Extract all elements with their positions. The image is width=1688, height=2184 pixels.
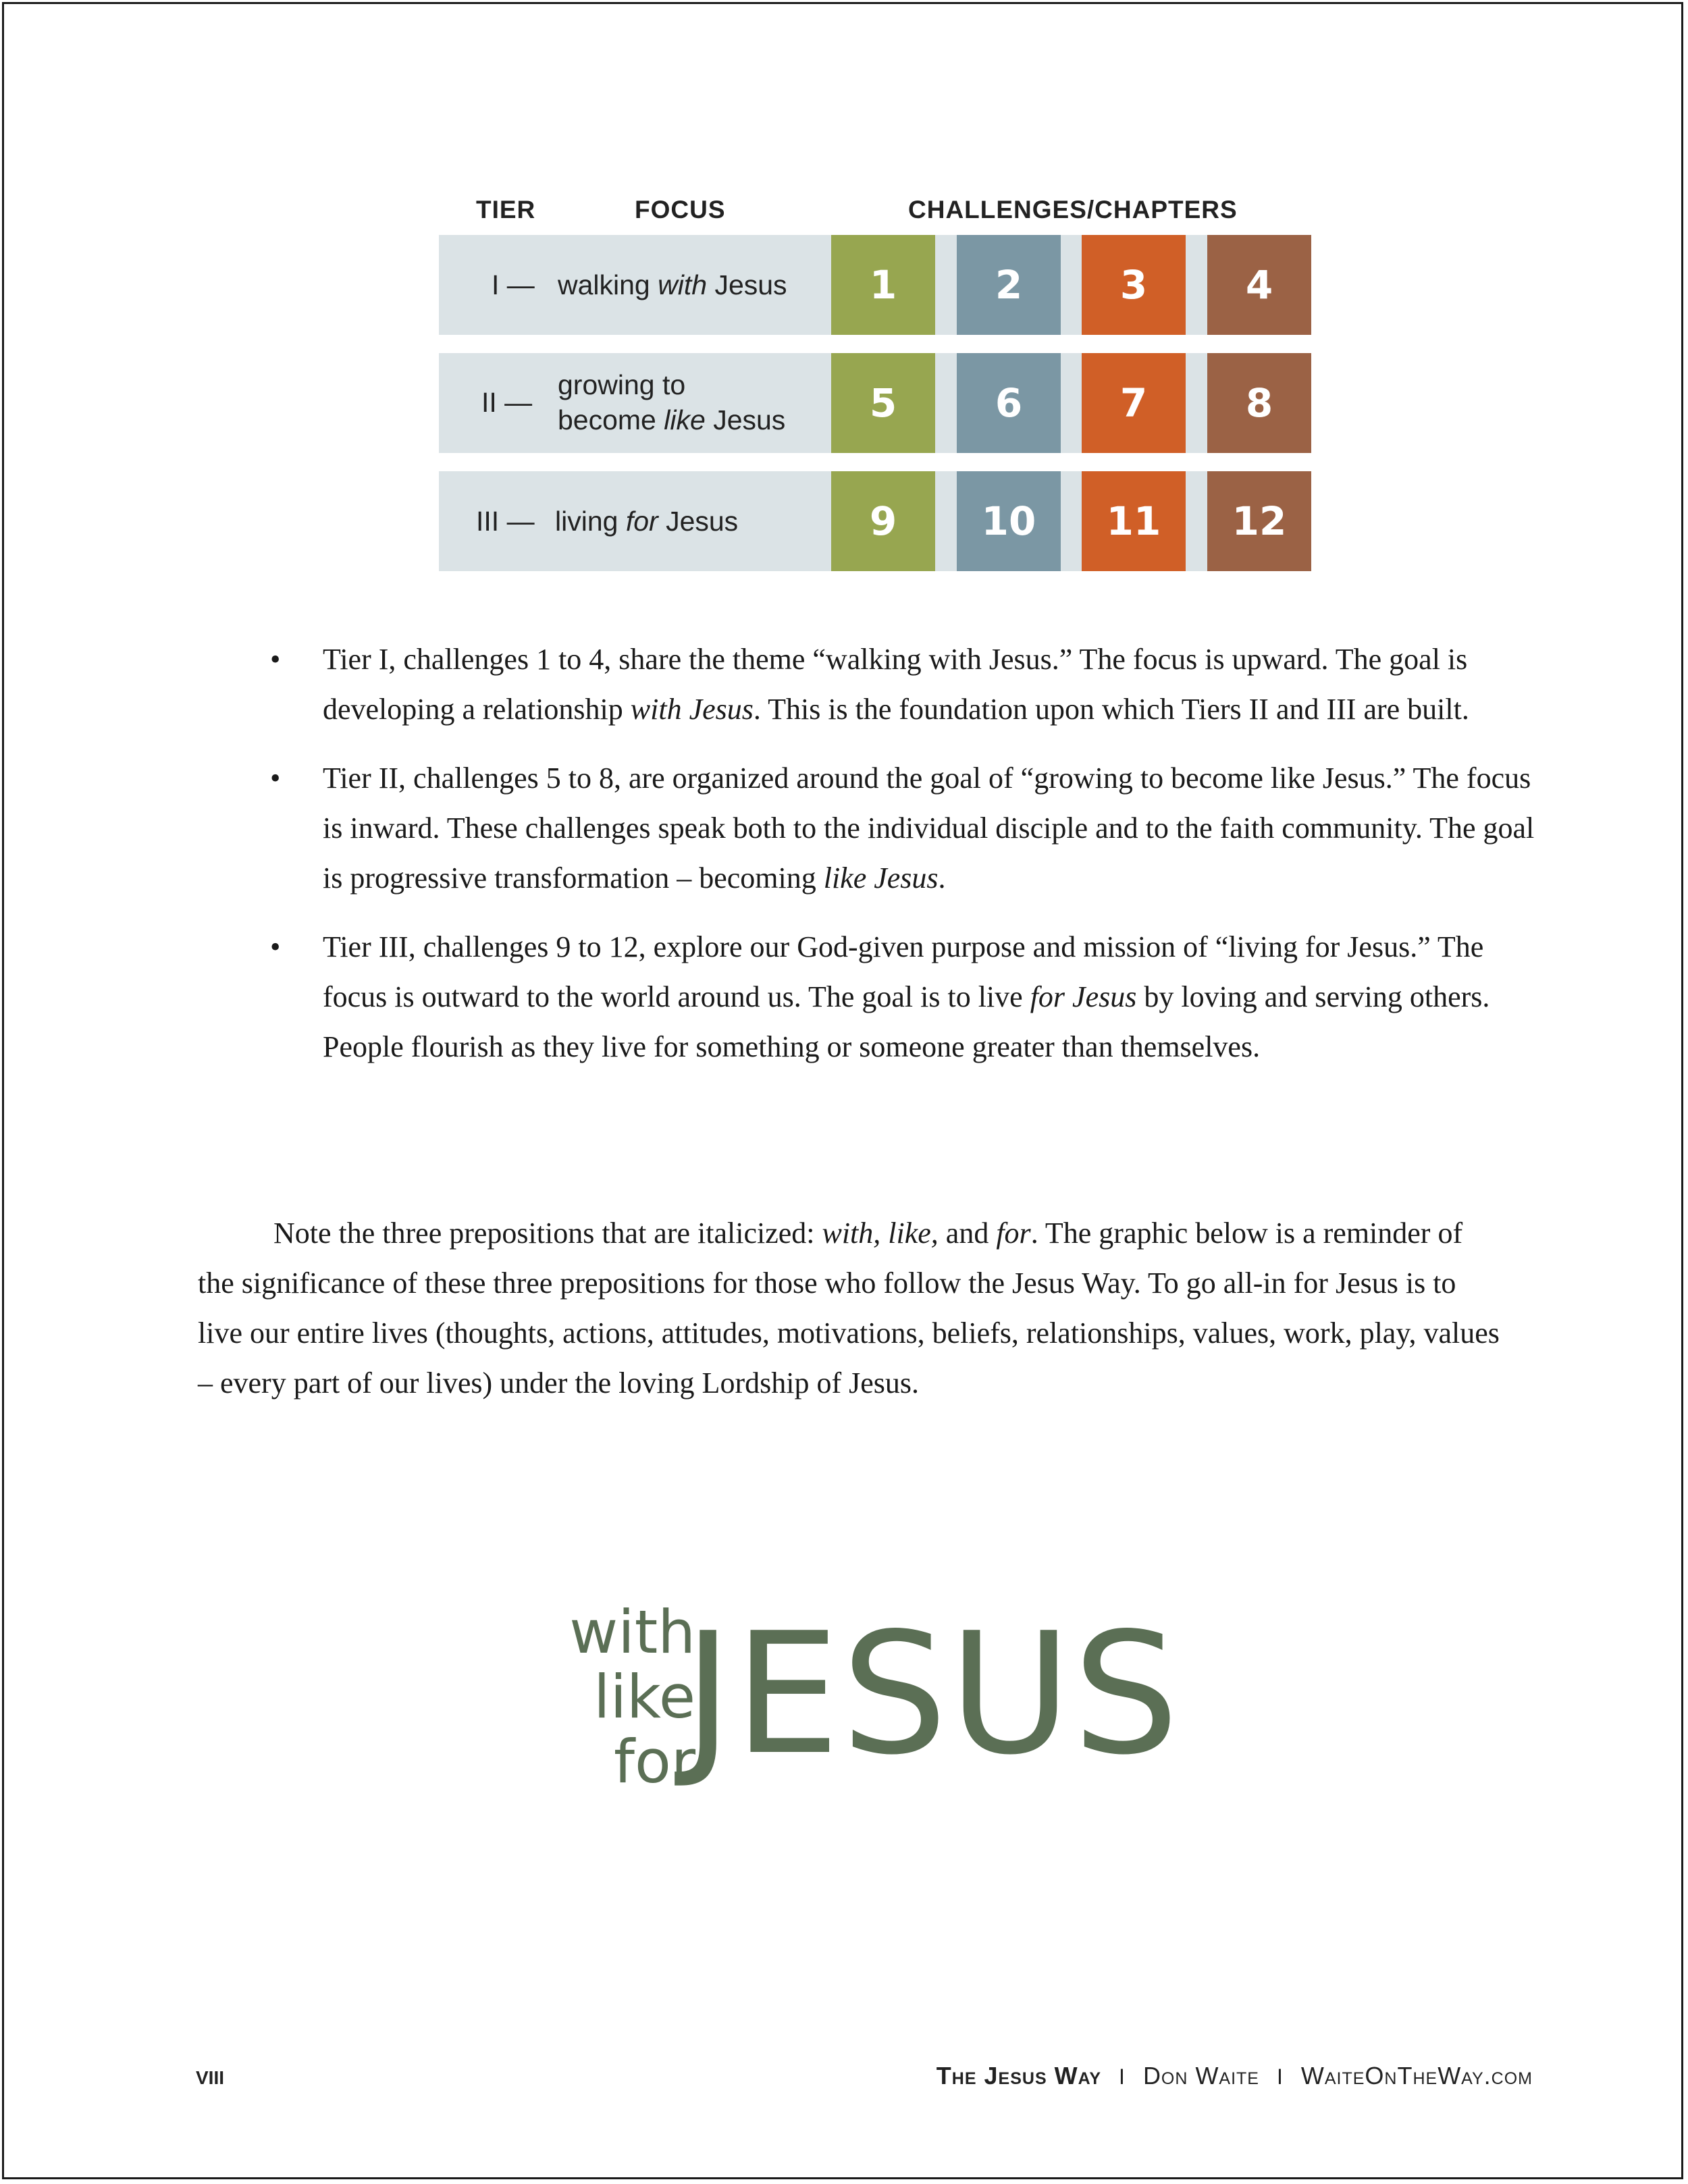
chapter-number: 11: [1082, 471, 1186, 571]
chapter-number: 3: [1082, 235, 1186, 335]
list-item: • Tier II, challenges 5 to 8, are organized around the goal of “growing to become like Jesus.” The focus is inward. These challenges speak both to the individual disciple and to the faith community. The goal is progressive transformation – becoming like Jesus.: [270, 753, 1553, 903]
chapter-number: 1: [831, 235, 935, 335]
list-item: • Tier III, challenges 9 to 12, explore our God-given purpose and mission of “living for Jesus.” The focus is outward to the world around us. The goal is to live for Jesus by loving and serving others. People flourish as they live for something or someone greater than themselves.: [270, 922, 1553, 1072]
chapter-number: 5: [831, 353, 935, 453]
logo-word-with: with: [569, 1597, 695, 1667]
footer-website: WaiteOnTheWay.com: [1300, 2062, 1533, 2089]
logo-word-for: for: [614, 1727, 695, 1796]
chapter-number: 10: [957, 471, 1061, 571]
chapter-number: 6: [957, 353, 1061, 453]
chapter-number: 4: [1207, 235, 1311, 335]
running-footer: [937, 2062, 1533, 2090]
tier-label: II —: [481, 387, 533, 418]
chapter-number: 12: [1207, 471, 1311, 571]
logo-word-jesus: JESUS: [683, 1597, 1181, 1792]
tier-table: [439, 189, 1311, 574]
focus-label: living for Jesus: [555, 506, 739, 537]
list-item: • Tier I, challenges 1 to 4, share the theme “walking with Jesus.” The focus is upward. The goal is developing a relationship with Jesus. This is the foundation upon which Tiers II and III are built.: [270, 635, 1553, 735]
tier-bullet-list: [270, 635, 1553, 1091]
tier-label: I —: [492, 269, 535, 300]
chapter-number: 8: [1207, 353, 1311, 453]
header-challenges: CHALLENGES/CHAPTERS: [908, 196, 1238, 223]
header-tier: TIER: [476, 196, 536, 223]
with-like-for-jesus-logo: [567, 1597, 1181, 1857]
bullet-icon: •: [270, 762, 281, 795]
chapter-number: 7: [1082, 353, 1186, 453]
chapter-number: 9: [831, 471, 935, 571]
focus-label: growing to become like Jesus: [558, 369, 786, 435]
bullet-icon: •: [270, 643, 281, 676]
focus-label: walking with Jesus: [558, 269, 787, 300]
footer-separator: I: [1276, 2065, 1284, 2089]
page-number: VIII: [196, 2067, 225, 2088]
bullet-icon: •: [270, 930, 281, 963]
header-focus: FOCUS: [635, 196, 726, 223]
chapter-number: 2: [957, 235, 1061, 335]
tier-label: III —: [476, 506, 535, 537]
footer-separator: I: [1119, 2065, 1126, 2089]
logo-word-like: like: [594, 1662, 695, 1732]
footer-book-title: The Jesus Way: [936, 2062, 1102, 2089]
footer-author: Don Waite: [1142, 2062, 1259, 2089]
body-paragraph: Note the three prepositions that are italicized: with, like, and for. The graphic below is a reminder of the significance of these three prepositions for those who follow the Jesus Way. To go all-in for Jesus is to live our entire lives (thoughts, actions, attitudes, motivations, beliefs, relationships, values, work, play, values – every part of our lives) under the loving Lordship of Jesus.: [198, 1217, 1500, 1400]
